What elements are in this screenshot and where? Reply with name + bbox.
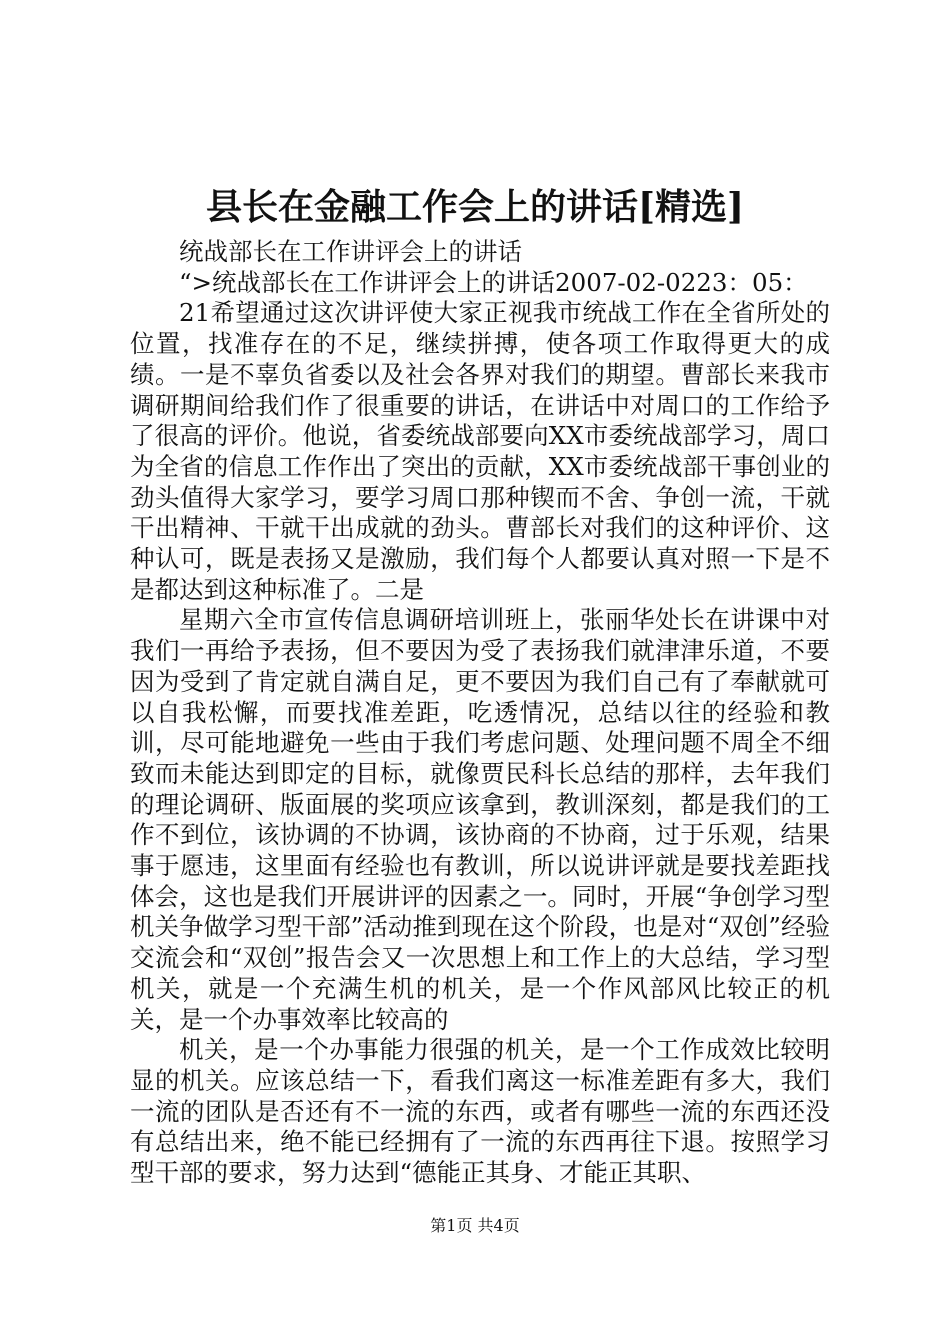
paragraph-heading: 统战部长在工作讲评会上的讲话 — [179, 237, 522, 266]
document-body — [130, 237, 830, 1189]
paragraph-source-line: “>统战部长在工作讲评会上的讲话2007-02-0223：05： — [179, 267, 808, 297]
paragraph-2: 星期六全市宣传信息调研培训班上，张丽华处长在讲课中对我们一再给予表扬，但不要因为受了表扬我们就津津乐道，不要因为受到了肯定就自满自足，更不要因为我们自己有了奉献就可以自我松懈，而要找准差距，吃透情况，总结以往的经验和教训，尽可能地避免一些由于我们考虑问题、处理问题不周全不细致而未能达到即定的目标，就像贾民科长总结的那样，去年我们的理论调研、版面展的奖项应该拿到，教训深刻，都是我们的工作不到位，该协调的不协调，该协商的不协商，过于乐观，结果事于愿违，这里面有经验也有教训，所以说讲评就是要找差距找体会，这也是我们开展讲评的因素之一。同时，开展“争创学习型机关争做学习型干部”活动推到现在这个阶段，也是对“双创”经验交流会和“双创”报告会又一次思想上和工作上的大总结，学习型机关，就是一个充满生机的机关，是一个作风部风比较正的机关，是一个办事效率比较高的 — [130, 605, 830, 1034]
document-title: 县长在金融工作会上的讲话[精选] — [205, 186, 745, 228]
paragraph-1: 21希望通过这次讲评使大家正视我市统战工作在全省所处的位置，找准存在的不足，继续拼搏，使各项工作取得更大的成绩。一是不辜负省委以及社会各界对我们的期望。曹部长来我市调研期间给我们作了很重要的讲话，在讲话中对周口的工作给予了很高的评价。他说，省委统战部要向XX市委统战部学习，周口为全省的信息工作作出了突出的贡献，XX市委统战部干事创业的劲头值得大家学习，要学习周口那种锲而不舍、争创一流，干就干出精神、干就干出成就的劲头。曹部长对我们的这种评价、这种认可，既是表扬又是激励，我们每个人都要认真对照一下是不是都达到这种标准了。二是 — [130, 298, 830, 604]
page-number-footer: 第1页 共4页 — [430, 1216, 520, 1235]
paragraph-3: 机关，是一个办事能力很强的机关，是一个工作成效比较明显的机关。应该总结一下，看我们离这一标准差距有多大，我们一流的团队是否还有不一流的东西，或者有哪些一流的东西还没有总结出来，绝不能已经拥有了一流的东西再往下退。按照学习型干部的要求，努力达到“德能正其身、才能正其职、 — [130, 1035, 830, 1188]
